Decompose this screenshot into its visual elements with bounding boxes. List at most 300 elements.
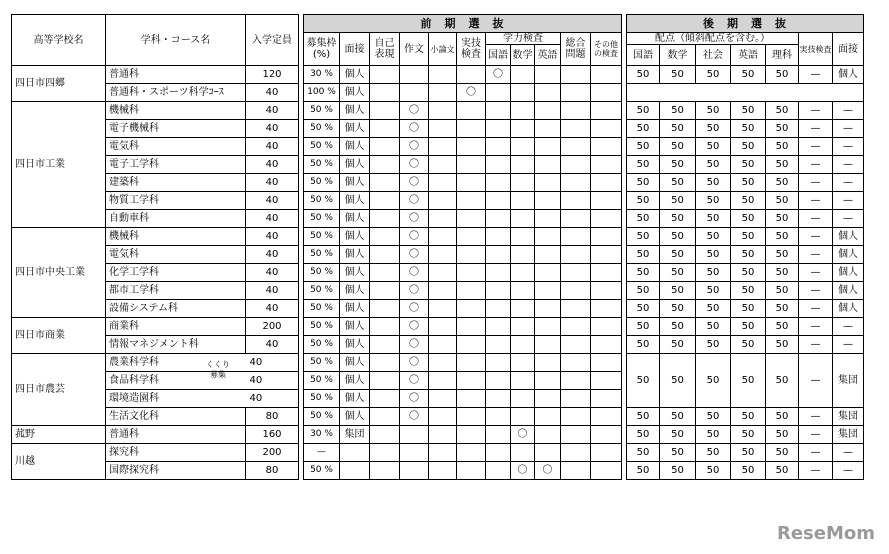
capacity-value: 40: [246, 300, 299, 318]
zenki-cell: 〇: [400, 210, 429, 228]
zenki-cell: [561, 102, 591, 120]
capacity-value: 40: [246, 264, 299, 282]
course-name: 機械科: [106, 228, 246, 246]
course-name-text: 農業科学科: [109, 357, 159, 368]
koki-cell: 50: [731, 336, 766, 354]
kukuri-label: くくり募集: [206, 360, 230, 379]
school-name: 四日市中央工業: [12, 228, 106, 318]
zenki-cell: [535, 138, 561, 156]
koki-cell: 50: [660, 174, 696, 192]
koki-cell: —: [833, 192, 864, 210]
capacity-value: 40: [246, 390, 299, 408]
zenki-cell: [591, 210, 622, 228]
course-name: 普通科: [106, 66, 246, 84]
separator: [622, 390, 627, 408]
table-row: [12, 318, 864, 336]
recruit-frame: —: [304, 444, 340, 462]
zenki-cell: [535, 210, 561, 228]
zenki-cell: [511, 300, 535, 318]
table-row: [12, 408, 864, 426]
zenki-cell: [511, 354, 535, 372]
recruit-frame: 30 %: [304, 426, 340, 444]
zenki-cell: [429, 300, 457, 318]
recruit-frame: 50 %: [304, 264, 340, 282]
zenki-cell: [457, 138, 486, 156]
table-row: [12, 462, 864, 480]
zenki-cell: [486, 336, 511, 354]
koki-cell: —: [799, 228, 833, 246]
table-row: [12, 228, 864, 246]
recruit-frame: 50 %: [304, 300, 340, 318]
zenki-cell: [457, 66, 486, 84]
course-name: 普通科: [106, 426, 246, 444]
zenki-cell: [591, 282, 622, 300]
zenki-cell: [561, 120, 591, 138]
zenki-cell: [535, 120, 561, 138]
recruit-frame: 50 %: [304, 246, 340, 264]
recruit-frame: 50 %: [304, 318, 340, 336]
zenki-cell: [591, 336, 622, 354]
zenki-cell: [486, 282, 511, 300]
zenki-cell: [561, 156, 591, 174]
course-name: 機械科: [106, 102, 246, 120]
koki-cell: 50: [766, 336, 799, 354]
zenki-cell: [535, 102, 561, 120]
zenki-cell: [370, 462, 400, 480]
zenki-cell: [429, 282, 457, 300]
zenki-cell: [591, 228, 622, 246]
zenki-cell: [511, 210, 535, 228]
table-row: [12, 156, 864, 174]
capacity-value: 40: [246, 372, 299, 390]
koki-cell: 50: [766, 354, 799, 408]
zenki-cell: [511, 102, 535, 120]
header-practical2: 実技検査: [799, 33, 833, 66]
koki-cell: 50: [660, 282, 696, 300]
capacity-value: 40: [246, 336, 299, 354]
zenki-cell: [370, 120, 400, 138]
zenki-cell: [591, 264, 622, 282]
recruit-frame: 50 %: [304, 192, 340, 210]
koki-cell: 50: [696, 300, 731, 318]
zenki-cell: [429, 120, 457, 138]
capacity-value: 40: [246, 84, 299, 102]
zenki-cell: 個人: [340, 156, 370, 174]
zenki-cell: [591, 462, 622, 480]
koki-cell: 50: [766, 282, 799, 300]
table-row: [12, 336, 864, 354]
zenki-cell: [429, 408, 457, 426]
capacity-value: 40: [246, 120, 299, 138]
koki-cell: 50: [766, 66, 799, 84]
koki-cell: 50: [660, 210, 696, 228]
koki-cell: 個人: [833, 228, 864, 246]
header-recruit-unit: (%): [312, 49, 331, 60]
koki-cell: —: [833, 210, 864, 228]
header-allocation: 配点（傾斜配点を含む。）: [627, 33, 799, 45]
course-name: 建築科: [106, 174, 246, 192]
koki-cell: 50: [766, 300, 799, 318]
koki-cell: 50: [627, 444, 660, 462]
recruit-frame: 50 %: [304, 462, 340, 480]
koki-cell: 50: [627, 300, 660, 318]
zenki-cell: [400, 462, 429, 480]
zenki-cell: [511, 174, 535, 192]
zenki-cell: [370, 228, 400, 246]
koki-cell: 50: [766, 318, 799, 336]
koki-cell: 50: [731, 408, 766, 426]
zenki-cell: [535, 354, 561, 372]
zenki-cell: [370, 444, 400, 462]
capacity-value: 40: [246, 354, 299, 372]
school-name: 菰野: [12, 426, 106, 444]
table-row: [12, 192, 864, 210]
zenki-cell: [486, 444, 511, 462]
zenki-cell: [457, 246, 486, 264]
recruit-frame: 50 %: [304, 390, 340, 408]
table-row: [12, 300, 864, 318]
zenki-cell: [457, 120, 486, 138]
koki-cell: 50: [660, 102, 696, 120]
koki-cell: 50: [627, 156, 660, 174]
zenki-cell: [591, 192, 622, 210]
zenki-cell: 〇: [400, 264, 429, 282]
capacity-value: 40: [246, 156, 299, 174]
koki-cell: —: [799, 192, 833, 210]
koki-cell: 個人: [833, 66, 864, 84]
header-math2: 数学: [660, 45, 696, 66]
koki-cell: 50: [696, 138, 731, 156]
zenki-cell: [535, 318, 561, 336]
koki-cell: 50: [627, 462, 660, 480]
koki-cell: —: [799, 354, 833, 408]
zenki-cell: 個人: [340, 102, 370, 120]
school-name: 四日市四郷: [12, 66, 106, 102]
koki-cell: —: [799, 246, 833, 264]
zenki-cell: 〇: [400, 336, 429, 354]
zenki-cell: [511, 372, 535, 390]
table-row: [12, 120, 864, 138]
zenki-cell: [535, 282, 561, 300]
zenki-cell: [400, 66, 429, 84]
koki-cell: —: [833, 120, 864, 138]
zenki-cell: [457, 156, 486, 174]
table-row: [12, 426, 864, 444]
koki-cell: 個人: [833, 264, 864, 282]
koki-cell: 50: [660, 300, 696, 318]
zenki-cell: [429, 372, 457, 390]
koki-cell: 50: [660, 228, 696, 246]
resemom-logo: ReseMom: [776, 523, 875, 544]
zenki-cell: [400, 84, 429, 102]
course-name: 化学工学科: [106, 264, 246, 282]
capacity-value: 40: [246, 246, 299, 264]
zenki-cell: 個人: [340, 282, 370, 300]
zenki-cell: 〇: [457, 84, 486, 102]
zenki-cell: 個人: [340, 246, 370, 264]
koki-cell: 50: [696, 174, 731, 192]
zenki-cell: [591, 102, 622, 120]
zenki-cell: [429, 84, 457, 102]
header-practical: 実技検査: [457, 33, 486, 66]
koki-cell: 50: [766, 192, 799, 210]
zenki-cell: [429, 426, 457, 444]
zenki-cell: [429, 444, 457, 462]
zenki-cell: 〇: [400, 138, 429, 156]
koki-cell: 50: [731, 120, 766, 138]
zenki-cell: [457, 282, 486, 300]
koki-cell: 50: [696, 336, 731, 354]
koki-cell: 50: [696, 156, 731, 174]
koki-cell: 50: [627, 228, 660, 246]
zenki-cell: 個人: [340, 390, 370, 408]
recruit-frame: 50 %: [304, 120, 340, 138]
koki-cell: 50: [696, 66, 731, 84]
koki-cell: —: [799, 282, 833, 300]
zenki-cell: 〇: [400, 120, 429, 138]
koki-cell: 50: [660, 444, 696, 462]
course-name: 都市工学科: [106, 282, 246, 300]
zenki-cell: [486, 300, 511, 318]
zenki-cell: [486, 120, 511, 138]
koki-cell: 50: [627, 336, 660, 354]
koki-cell: 50: [731, 174, 766, 192]
zenki-cell: [486, 246, 511, 264]
zenki-cell: [457, 228, 486, 246]
zenki-cell: [591, 444, 622, 462]
zenki-cell: [535, 336, 561, 354]
zenki-cell: [535, 174, 561, 192]
koki-cell: 50: [766, 426, 799, 444]
zenki-cell: 〇: [400, 192, 429, 210]
capacity-value: 120: [246, 66, 299, 84]
zenki-cell: [486, 228, 511, 246]
zenki-cell: 個人: [340, 120, 370, 138]
koki-cell: —: [799, 66, 833, 84]
table-row: [12, 354, 864, 372]
koki-cell: —: [799, 156, 833, 174]
zenki-cell: [429, 156, 457, 174]
zenki-cell: [486, 318, 511, 336]
zenki-cell: [370, 84, 400, 102]
zenki-cell: [591, 300, 622, 318]
koki-cell: —: [799, 444, 833, 462]
zenki-cell: 〇: [535, 462, 561, 480]
course-name: 自動車科: [106, 210, 246, 228]
table-row: [12, 66, 864, 84]
zenki-cell: [429, 390, 457, 408]
table-row: [12, 174, 864, 192]
koki-cell: 50: [696, 408, 731, 426]
zenki-cell: [486, 426, 511, 444]
zenki-cell: [535, 156, 561, 174]
zenki-cell: [591, 246, 622, 264]
zenki-cell: 個人: [340, 354, 370, 372]
koki-cell: 個人: [833, 246, 864, 264]
koki-cell: 50: [731, 246, 766, 264]
koki-cell: 50: [627, 102, 660, 120]
zenki-cell: [591, 120, 622, 138]
zenki-cell: [486, 138, 511, 156]
zenki-cell: [561, 462, 591, 480]
course-name: 情報マネジメント科: [106, 336, 246, 354]
recruit-frame: 50 %: [304, 408, 340, 426]
koki-cell: 集団: [833, 426, 864, 444]
koki-cell: 50: [766, 174, 799, 192]
koki-cell: —: [799, 210, 833, 228]
koki-cell: 50: [627, 408, 660, 426]
recruit-frame: 50 %: [304, 102, 340, 120]
zenki-cell: [429, 318, 457, 336]
capacity-value: 200: [246, 444, 299, 462]
zenki-cell: [370, 138, 400, 156]
koki-cell: 50: [731, 66, 766, 84]
zenki-cell: 〇: [400, 282, 429, 300]
zenki-cell: [457, 408, 486, 426]
header-science: 理科: [766, 45, 799, 66]
zenki-cell: 個人: [340, 84, 370, 102]
koki-cell: —: [799, 174, 833, 192]
koki-cell: 50: [766, 462, 799, 480]
capacity-value: 40: [246, 210, 299, 228]
koki-cell: 50: [696, 462, 731, 480]
zenki-cell: [457, 192, 486, 210]
recruit-frame: 50 %: [304, 138, 340, 156]
header-english2: 英語: [731, 45, 766, 66]
zenki-cell: [370, 66, 400, 84]
zenki-cell: [591, 66, 622, 84]
zenki-cell: [429, 228, 457, 246]
capacity-value: 40: [246, 102, 299, 120]
zenki-cell: [511, 390, 535, 408]
koki-cell: —: [799, 318, 833, 336]
table-row: [12, 246, 864, 264]
koki-cell: —: [799, 120, 833, 138]
koki-cell: 50: [766, 444, 799, 462]
zenki-cell: [370, 102, 400, 120]
zenki-cell: [457, 102, 486, 120]
header-short-essay: 小論文: [429, 33, 457, 66]
zenki-cell: [486, 210, 511, 228]
zenki-cell: [370, 174, 400, 192]
koki-cell: 50: [627, 282, 660, 300]
zenki-cell: [535, 300, 561, 318]
koki-cell: 50: [660, 426, 696, 444]
capacity-value: 40: [246, 228, 299, 246]
zenki-cell: 個人: [340, 408, 370, 426]
zenki-cell: [400, 426, 429, 444]
zenki-cell: 〇: [400, 246, 429, 264]
course-name: 設備システム科: [106, 300, 246, 318]
zenki-cell: [561, 264, 591, 282]
koki-cell: 50: [766, 228, 799, 246]
koki-cell: 50: [731, 192, 766, 210]
koki-cell: —: [799, 462, 833, 480]
koki-cell: —: [799, 102, 833, 120]
zenki-cell: [535, 264, 561, 282]
zenki-cell: [511, 138, 535, 156]
zenki-cell: [591, 84, 622, 102]
zenki-cell: 〇: [486, 66, 511, 84]
header-recruit-label: 募集枠: [306, 38, 337, 49]
zenki-cell: [561, 390, 591, 408]
koki-cell: —: [799, 138, 833, 156]
koki-cell: —: [833, 336, 864, 354]
header-recruit: [304, 33, 340, 66]
zenki-cell: [561, 354, 591, 372]
zenki-cell: [511, 318, 535, 336]
koki-cell: 50: [766, 246, 799, 264]
koki-cell: 50: [766, 102, 799, 120]
zenki-cell: [591, 174, 622, 192]
koki-cell: —: [799, 336, 833, 354]
recruit-frame: 50 %: [304, 174, 340, 192]
koki-cell: 50: [731, 210, 766, 228]
zenki-cell: [511, 192, 535, 210]
zenki-cell: 個人: [340, 318, 370, 336]
koki-cell: —: [799, 300, 833, 318]
course-name: 物質工学科: [106, 192, 246, 210]
zenki-cell: [561, 408, 591, 426]
header-social: 社会: [696, 45, 731, 66]
course-name: 普通科・スポーツ科学ｺｰｽ: [106, 84, 246, 102]
header-japanese: 国語: [486, 45, 511, 66]
koki-cell: 50: [766, 156, 799, 174]
zenki-cell: [429, 174, 457, 192]
koki-cell: 50: [627, 264, 660, 282]
zenki-cell: [400, 444, 429, 462]
koki-cell: 50: [696, 282, 731, 300]
zenki-cell: [561, 228, 591, 246]
table-row: [12, 264, 864, 282]
zenki-cell: [429, 246, 457, 264]
zenki-cell: [511, 120, 535, 138]
zenki-cell: [591, 138, 622, 156]
zenki-cell: 個人: [340, 210, 370, 228]
koki-cell: 集団: [833, 408, 864, 426]
zenki-cell: [370, 192, 400, 210]
koki-cell: 50: [660, 264, 696, 282]
recruit-frame: 50 %: [304, 372, 340, 390]
koki-cell: 50: [696, 426, 731, 444]
koki-cell: 50: [731, 228, 766, 246]
course-name-text: 環境造園科: [109, 393, 159, 404]
zenki-cell: [591, 156, 622, 174]
zenki-cell: [535, 426, 561, 444]
zenki-cell: [370, 336, 400, 354]
table-row: [12, 444, 864, 462]
course-name: 商業科: [106, 318, 246, 336]
zenki-cell: [535, 408, 561, 426]
header-essay: 作文: [400, 33, 429, 66]
zenki-cell: [457, 264, 486, 282]
admissions-table: [11, 14, 864, 480]
zenki-cell: [429, 336, 457, 354]
koki-cell: —: [833, 138, 864, 156]
koki-cell: 50: [627, 246, 660, 264]
zenki-cell: 〇: [400, 318, 429, 336]
zenki-cell: [429, 264, 457, 282]
zenki-cell: [591, 372, 622, 390]
zenki-cell: [457, 336, 486, 354]
zenki-cell: [370, 354, 400, 372]
zenki-cell: 〇: [400, 390, 429, 408]
zenki-cell: [486, 354, 511, 372]
zenki-cell: [511, 336, 535, 354]
zenki-cell: [457, 174, 486, 192]
zenki-cell: [486, 390, 511, 408]
course-name: 電子機械科: [106, 120, 246, 138]
